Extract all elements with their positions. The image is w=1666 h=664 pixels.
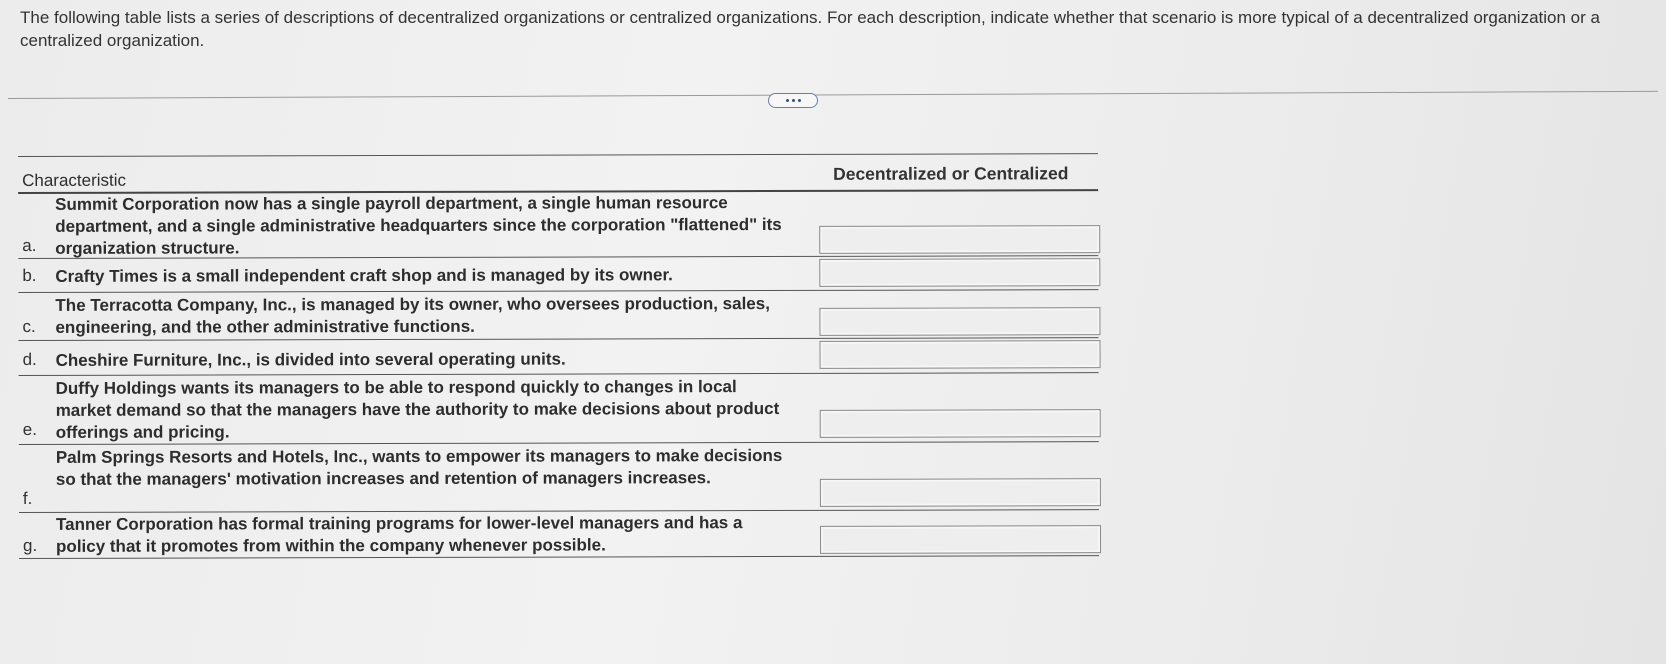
table-row [18, 289, 1103, 338]
instructions-text: The following table lists a series of descriptions of decentralized organizations or centralized organizations. For each description, indicate whether that scenario is more typical of a decentralized organization or a centralized organization. [20, 8, 1600, 50]
table-row [18, 255, 1103, 294]
row-letter: e. [22, 419, 37, 439]
dot-icon [792, 99, 795, 102]
table-row [19, 441, 1104, 512]
row-description: Duffy Holdings wants its managers to be able to respond quickly to changes in local market demand so that the managers have the authority to make decisions about product offerings and pricing. [55, 377, 780, 442]
classification-table [18, 147, 1104, 590]
row-letter: f. [22, 488, 33, 508]
answer-select-g[interactable] [820, 525, 1101, 554]
row-description: The Terracotta Company, Inc., is managed by its owner, who oversees production, sales, engineering, and the other administrative functions. [55, 294, 770, 337]
answer-select-f[interactable] [820, 478, 1101, 507]
table-top-rule [18, 153, 1098, 157]
row-letter: c. [22, 316, 36, 336]
dot-icon [798, 99, 801, 102]
table-row [19, 509, 1104, 558]
answer-select-c[interactable] [819, 307, 1100, 336]
row-description: Tanner Corporation has formal training programs for lower-level managers and has a policy that it promotes from within the company whenever possible. [55, 513, 743, 556]
dot-icon [786, 99, 789, 102]
row-description: Crafty Times is a small independent craft shop and is managed by its owner. [55, 265, 673, 286]
table-row [18, 189, 1103, 258]
row-letter: a. [22, 235, 37, 255]
more-options-button[interactable] [768, 93, 818, 108]
answer-select-b[interactable] [819, 258, 1100, 287]
header-decentralized-or-centralized: Decentralized or Centralized [833, 163, 1069, 184]
row-letter: b. [22, 265, 37, 285]
section-divider [8, 91, 1658, 99]
answer-select-a[interactable] [819, 225, 1100, 254]
answer-select-e[interactable] [820, 409, 1101, 438]
row-letter: g. [23, 535, 38, 555]
table-row [19, 372, 1104, 443]
table-row [18, 337, 1103, 374]
row-description: Summit Corporation now has a single payroll department, a single human resource department, and a single administrative headquarters since the corporation "flattened" its organization structure. [55, 193, 782, 258]
header-characteristic: Characteristic [22, 170, 127, 190]
row-letter: d. [22, 349, 37, 369]
row-description: Cheshire Furniture, Inc., is divided into several operating units. [55, 349, 566, 370]
answer-select-d[interactable] [820, 340, 1101, 369]
row-description: Palm Springs Resorts and Hotels, Inc., wants to empower its managers to make decisions so that the managers' motivation increases and retention of managers increases. [55, 446, 783, 489]
